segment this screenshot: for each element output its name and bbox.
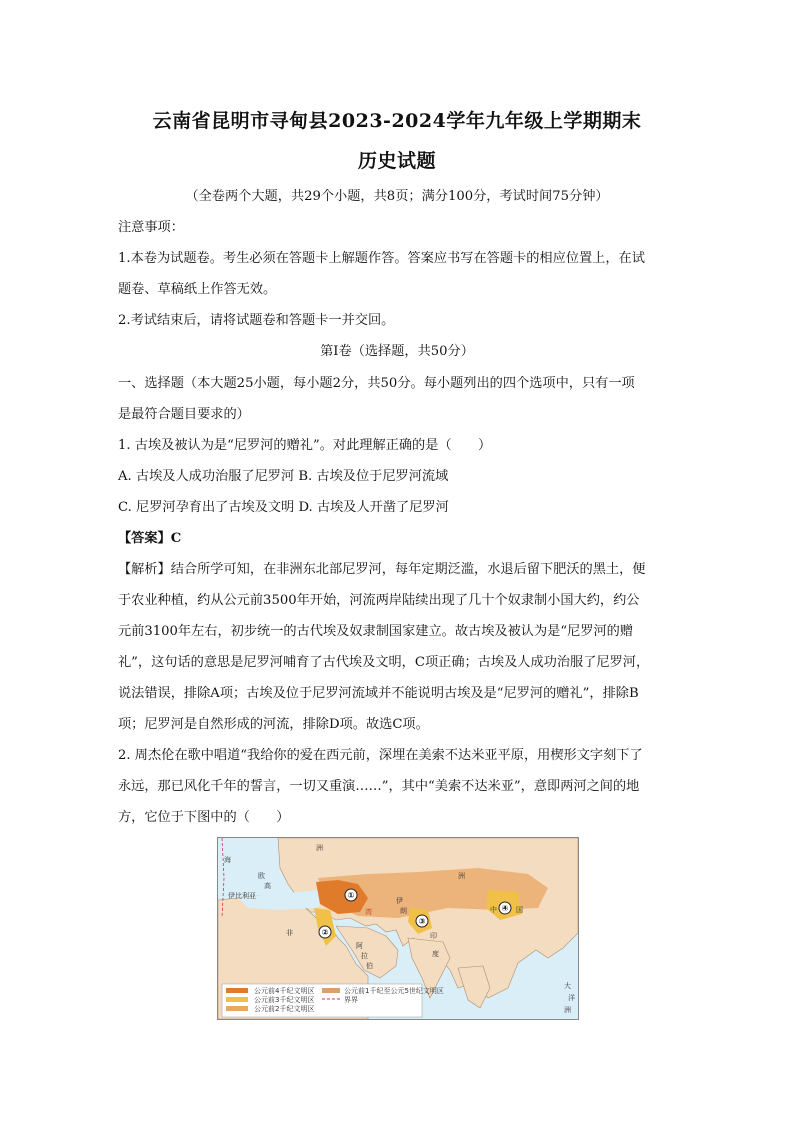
map-label-sea: 海 bbox=[224, 856, 231, 864]
notes-heading: 注意事项： bbox=[118, 220, 184, 235]
svg-text:②: ② bbox=[321, 928, 329, 937]
question-2-stem-line-1: 2. 周杰伦在歌中唱道“我给你的爱在西元前，深埋在美索不达米亚平原，用楔形文字刻下了 bbox=[118, 748, 643, 763]
map-label-ocean-a: 大 bbox=[564, 982, 571, 990]
map-label-arabia-b: 拉 bbox=[361, 952, 368, 960]
question-1-options-cd: C. 尼罗河孕育出了古埃及文明 D. 古埃及人开凿了尼罗河 bbox=[118, 500, 449, 515]
svg-text:④: ④ bbox=[501, 904, 509, 913]
question-1-analysis-line-2: 于农业种植，约从公元前3500年开始，河流两岸陆续出现了几十个奴隶制小国大约，约公 bbox=[118, 593, 640, 608]
map-legend-row-4: 公元前1千纪至公元5世纪文明区 bbox=[344, 987, 444, 995]
map-label-arabia-c: 伯 bbox=[366, 962, 373, 970]
question-1-analysis-line-1: 【解析】结合所学可知，在非洲东北部尼罗河，每年定期泛滥，水退后留下肥沃的黑土，便 bbox=[118, 562, 646, 577]
map-label-china-a: 中 bbox=[490, 906, 497, 914]
map-marker-2 bbox=[319, 926, 331, 938]
notes-item-2: 2.考试结束后，请将试题卷和答题卡一并交回。 bbox=[118, 313, 395, 328]
map-label-zhou-right: 洲 bbox=[458, 872, 465, 880]
question-1-stem: 1. 古埃及被认为是“尼罗河的赠礼”。对此理解正确的是（ ） bbox=[118, 438, 492, 453]
question-1-options-ab: A. 古埃及人成功治服了尼罗河 B. 古埃及位于尼罗河流域 bbox=[118, 469, 449, 484]
map-label-ocean-b: 洋 bbox=[568, 994, 575, 1002]
map-label-europe: 欧 bbox=[258, 872, 265, 880]
map-label-china-b: 国 bbox=[516, 906, 523, 914]
svg-text:①: ① bbox=[347, 891, 355, 900]
map-legend bbox=[222, 984, 444, 1017]
map-marker-1 bbox=[345, 889, 357, 901]
question-1-analysis-line-4: 礼”，这句话的意思是尼罗河哺育了古代埃及文明，C项正确；古埃及人成功治服了尼罗河， bbox=[118, 655, 650, 670]
question-1-answer: 【答案】C bbox=[118, 531, 182, 546]
map-svg bbox=[218, 838, 578, 1019]
map-label-zhou-left: 洲 bbox=[316, 844, 323, 852]
map-label-india-a: 印 bbox=[430, 932, 437, 940]
map-label-plateau: 高 bbox=[264, 882, 271, 890]
map-label-africa: 非 bbox=[286, 929, 293, 937]
map-label-iberia: 伊比利亚 bbox=[228, 892, 256, 900]
ancient-civilizations-map bbox=[217, 837, 579, 1020]
map-label-strait: 湾 bbox=[365, 908, 372, 916]
notes-item-1-line-2: 题卷、草稿纸上作答无效。 bbox=[118, 282, 277, 297]
map-legend-row-5: 界界 bbox=[344, 996, 358, 1004]
exam-subtitle: 历史试题 bbox=[357, 150, 436, 172]
map-label-iran-a: 伊 bbox=[396, 897, 403, 905]
map-legend-row-1: 公元前4千纪文明区 bbox=[254, 987, 315, 995]
map-label-arabia-a: 阿 bbox=[356, 942, 363, 950]
map-marker-3 bbox=[416, 915, 428, 927]
section-title: 第Ⅰ卷（选择题，共50分） bbox=[320, 344, 474, 359]
map-label-iran-b: 朗 bbox=[400, 907, 407, 915]
map-legend-row-2: 公元前3千纪文明区 bbox=[254, 996, 315, 1004]
map-marker-4 bbox=[499, 902, 511, 914]
exam-info: （全卷两个大题，共29个小题，共8页；满分100分，考试时间75分钟） bbox=[185, 189, 609, 204]
question-1-analysis-line-5: 说法错误，排除A项；古埃及位于尼罗河流域并不能说明古埃及是“尼罗河的赠礼”，排除B bbox=[118, 686, 639, 701]
question-1-analysis-line-6: 项；尼罗河是自然形成的河流，排除D项。故选C项。 bbox=[118, 717, 429, 732]
section-intro-line-1: 一、选择题（本大题25小题，每小题2分，共50分。每小题列出的四个选项中，只有一项 bbox=[118, 376, 635, 391]
question-2-stem-line-3: 方，它位于下图中的（ ） bbox=[118, 810, 290, 825]
question-2-stem-line-2: 永远，那已风化千年的誓言，一切又重演……”，其中“美索不达米亚”，意即两河之间的地 bbox=[118, 779, 640, 794]
exam-title: 云南省昆明市寻甸县2023-2024学年九年级上学期期末 bbox=[152, 110, 642, 132]
notes-item-1-line-1: 1.本卷为试题卷。考生必须在答题卡上解题作答。答案应书写在答题卡的相应位置上，在试 bbox=[118, 251, 645, 266]
map-legend-row-3: 公元前2千纪文明区 bbox=[254, 1005, 315, 1013]
svg-text:③: ③ bbox=[418, 917, 426, 926]
map-label-ocean-c: 洲 bbox=[564, 1006, 571, 1014]
section-intro-line-2: 是最符合题目要求的） bbox=[118, 407, 250, 422]
question-1-analysis-line-3: 元前3100年左右，初步统一的古代埃及奴隶制国家建立。故古埃及被认为是“尼罗河的赠 bbox=[118, 624, 634, 639]
map-label-india-b: 度 bbox=[432, 950, 439, 958]
